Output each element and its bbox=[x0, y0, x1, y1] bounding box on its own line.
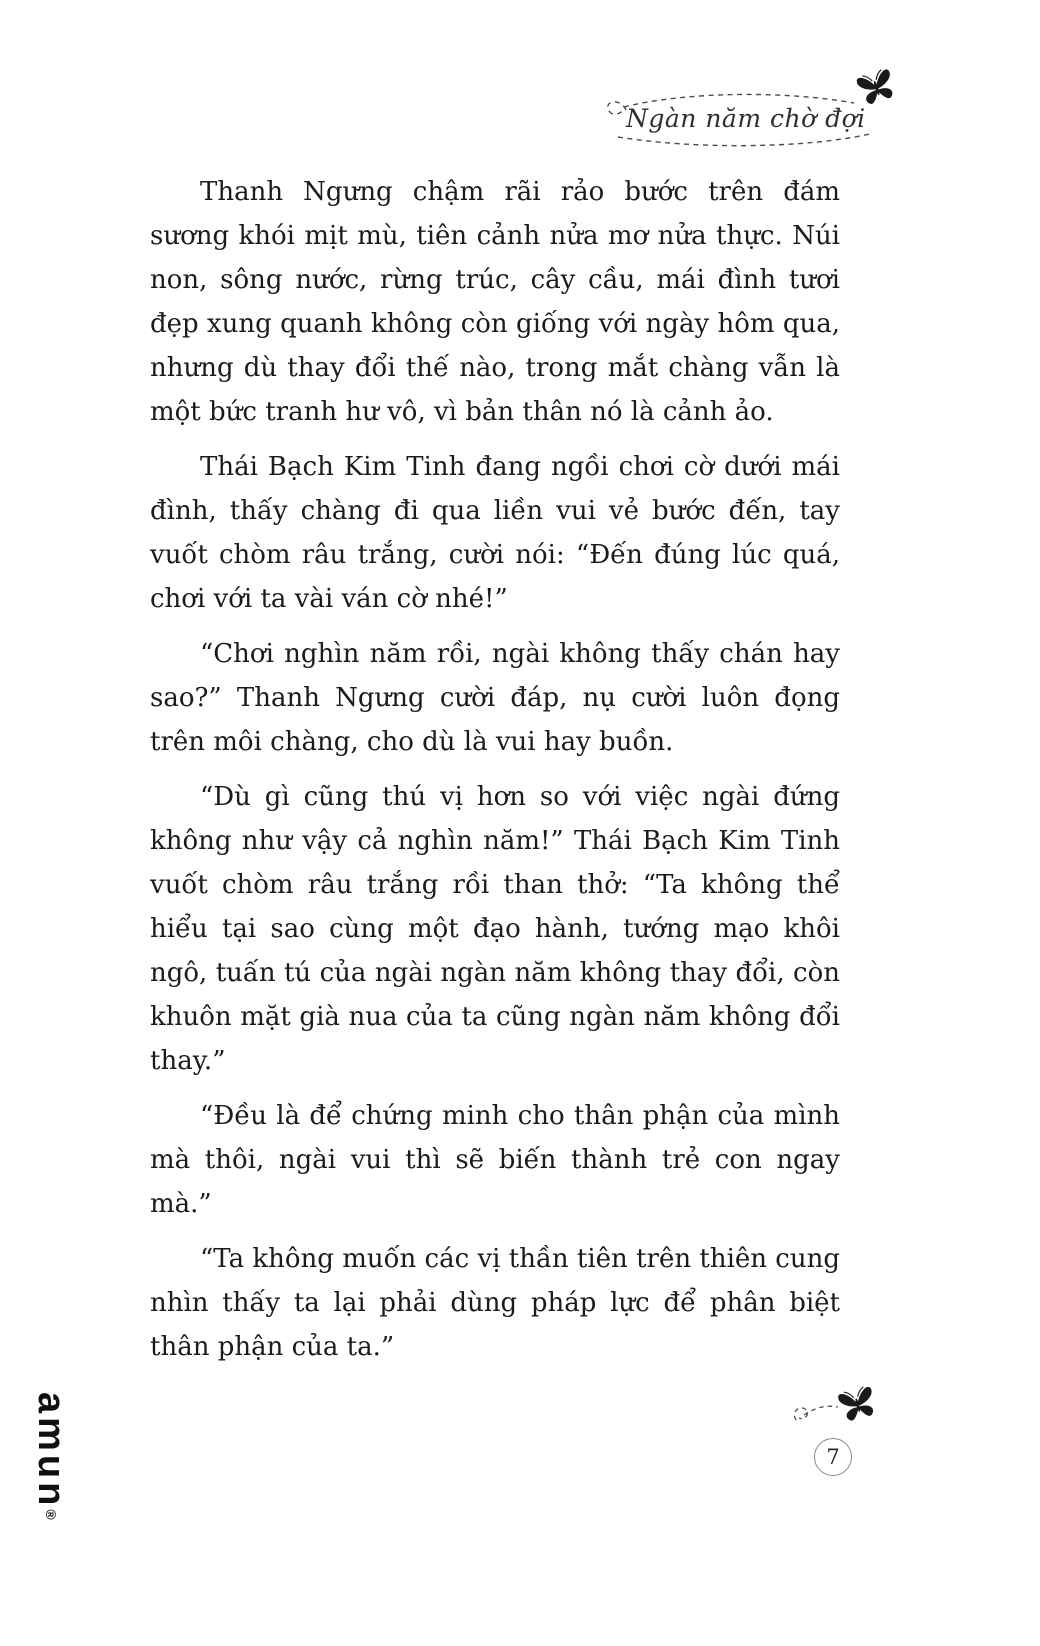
running-header bbox=[596, 84, 892, 158]
page-body bbox=[150, 170, 840, 1380]
footer-butterfly-ornament bbox=[788, 1384, 888, 1434]
paragraph: “Chơi nghìn năm rồi, ngài không thấy chán hay sao?” Thanh Ngưng cười đáp, nụ cười luôn đọng trên môi chàng, cho dù là vui hay buồn. bbox=[150, 639, 840, 757]
publisher-logo bbox=[29, 1392, 72, 1520]
paragraph: “Đều là để chứng minh cho thân phận của mình mà thôi, ngài vui thì sẽ biến thành trẻ con ngay mà.” bbox=[150, 1101, 840, 1219]
paragraph: “Dù gì cũng thú vị hơn so với việc ngài đứng không như vậy cả nghìn năm!” Thái Bạch Kim Tinh vuốt chòm râu trắng rồi than thở: “Ta không thể hiểu tại sao cùng một đạo hành, tướng mạo khôi ngô, tuấn tú của ngài ngàn năm không thay đổi, còn khuôn mặt già nua của ta cũng ngàn năm không đổi thay.” bbox=[150, 782, 840, 1076]
publisher-logo-text: amun bbox=[30, 1392, 72, 1510]
paragraph: “Ta không muốn các vị thần tiên trên thiên cung nhìn thấy ta lại phải dùng pháp lực để phân biệt thân phận của ta.” bbox=[150, 1244, 840, 1362]
paragraph: Thanh Ngưng chậm rãi rảo bước trên đám sương khói mịt mù, tiên cảnh nửa mơ nửa thực. Núi non, sông nước, rừng trúc, cây cầu, mái đình tươi đẹp xung quanh không còn giống với ngày hôm qua, nhưng dù thay đổi thế nào, trong mắt chàng vẫn là một bức tranh hư vô, vì bản thân nó là cảnh ảo. bbox=[150, 177, 840, 427]
butterfly-icon bbox=[837, 1385, 878, 1422]
registered-trademark-symbol: ® bbox=[43, 1509, 59, 1520]
page-number: 7 bbox=[814, 1438, 852, 1476]
paragraph: Thái Bạch Kim Tinh đang ngồi chơi cờ dưới mái đình, thấy chàng đi qua liền vui vẻ bước đến, tay vuốt chòm râu trắng, cười nói: “Đến đúng lúc quá, chơi với ta vài ván cờ nhé!” bbox=[150, 452, 840, 614]
butterfly-icon bbox=[854, 68, 900, 110]
running-header-title: Ngàn năm chờ đợi bbox=[626, 104, 866, 133]
